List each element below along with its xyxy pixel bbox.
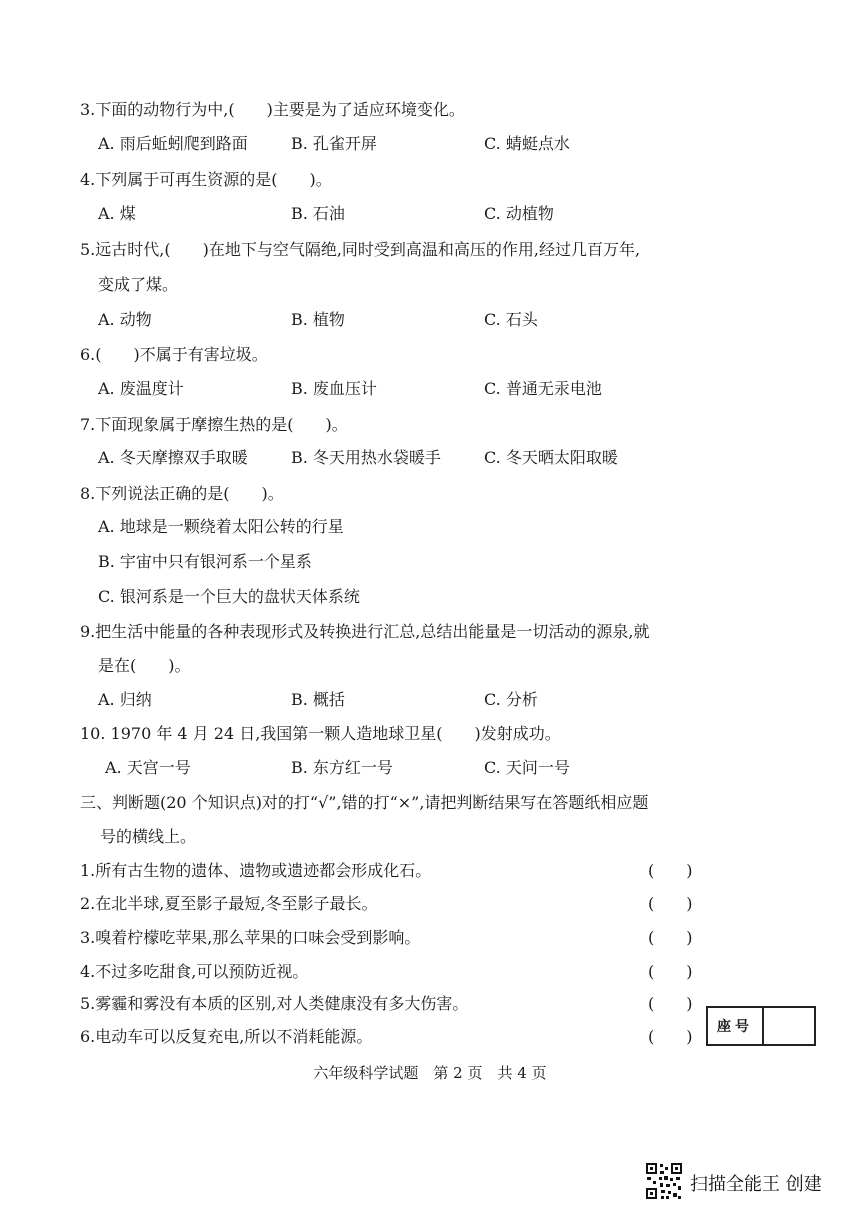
judge-item: 3.嗅着柠檬吃苹果,那么苹果的口味会受到影响。 <box>80 928 421 947</box>
q6-option-b: B. 废血压计 <box>291 379 377 398</box>
q10-option-c: C. 天问一号 <box>484 758 570 777</box>
judge-section-heading: 三、判断题(20 个知识点)对的打“√”,错的打“×”,请把判断结果写在答题纸相应题 <box>80 793 649 812</box>
q7-stem: 7.下面现象属于摩擦生热的是( )。 <box>80 415 348 434</box>
q7-option-b: B. 冬天用热水袋暖手 <box>291 448 441 467</box>
q5-option-c: C. 石头 <box>484 310 538 329</box>
q4-option-c: C. 动植物 <box>484 204 554 223</box>
answer-parentheses: ( ) <box>648 928 693 947</box>
q5-stem: 5.远古时代,( )在地下与空气隔绝,同时受到高温和高压的作用,经过几百万年, <box>80 240 641 259</box>
q3-option-b: B. 孔雀开屏 <box>291 134 377 153</box>
q3-option-a: A. 雨后蚯蚓爬到路面 <box>98 134 248 153</box>
judge-section-heading-continued: 号的横线上。 <box>100 827 197 846</box>
q10-stem: 10. 1970 年 4 月 24 日,我国第一颗人造地球卫星( )发射成功。 <box>80 724 561 743</box>
answer-parentheses: ( ) <box>648 894 693 913</box>
judge-item: 5.雾霾和雾没有本质的区别,对人类健康没有多大伤害。 <box>80 994 469 1013</box>
q9-option-b: B. 概括 <box>291 690 345 709</box>
q9-stem-continued: 是在( )。 <box>98 656 191 675</box>
q4-option-a: A. 煤 <box>98 204 136 223</box>
answer-parentheses: ( ) <box>648 1027 693 1046</box>
seat-number-field[interactable] <box>764 1008 814 1044</box>
q5-option-b: B. 植物 <box>291 310 345 329</box>
answer-parentheses: ( ) <box>648 994 693 1013</box>
judge-item: 6.电动车可以反复充电,所以不消耗能源。 <box>80 1027 373 1046</box>
q6-stem: 6.( )不属于有害垃圾。 <box>80 345 268 364</box>
q3-stem: 3.下面的动物行为中,( )主要是为了适应环境变化。 <box>80 100 465 119</box>
qr-code-icon <box>645 1162 683 1200</box>
q8-option-a: A. 地球是一颗绕着太阳公转的行星 <box>98 517 344 536</box>
page-footer: 六年级科学试题 第 2 页 共 4 页 <box>313 1064 547 1082</box>
q6-option-a: A. 废温度计 <box>98 379 184 398</box>
q9-option-a: A. 归纳 <box>98 690 152 709</box>
q4-stem: 4.下列属于可再生资源的是( )。 <box>80 170 332 189</box>
q6-option-c: C. 普通无汞电池 <box>484 379 602 398</box>
seat-number-label: 座号 <box>708 1008 764 1044</box>
q9-option-c: C. 分析 <box>484 690 538 709</box>
q7-option-a: A. 冬天摩擦双手取暖 <box>98 448 248 467</box>
judge-item: 4.不过多吃甜食,可以预防近视。 <box>80 962 309 981</box>
judge-item: 2.在北半球,夏至影子最短,冬至影子最长。 <box>80 894 378 913</box>
judge-item: 1.所有古生物的遗体、遗物或遗迹都会形成化石。 <box>80 861 432 880</box>
q7-option-c: C. 冬天晒太阳取暖 <box>484 448 618 467</box>
scanner-watermark: 扫描全能王 创建 <box>690 1174 822 1195</box>
seat-number-box <box>706 1006 816 1046</box>
q5-stem-continued: 变成了煤。 <box>98 275 179 294</box>
q8-option-c: C. 银河系是一个巨大的盘状天体系统 <box>98 587 360 606</box>
answer-parentheses: ( ) <box>648 861 693 880</box>
q4-option-b: B. 石油 <box>291 204 345 223</box>
q8-stem: 8.下列说法正确的是( )。 <box>80 484 284 503</box>
q8-option-b: B. 宇宙中只有银河系一个星系 <box>98 552 312 571</box>
q3-option-c: C. 蜻蜓点水 <box>484 134 570 153</box>
q9-stem: 9.把生活中能量的各种表现形式及转换进行汇总,总结出能量是一切活动的源泉,就 <box>80 622 650 641</box>
q10-option-a: A. 天宫一号 <box>105 758 191 777</box>
q10-option-b: B. 东方红一号 <box>291 758 393 777</box>
answer-parentheses: ( ) <box>648 962 693 981</box>
q5-option-a: A. 动物 <box>98 310 152 329</box>
